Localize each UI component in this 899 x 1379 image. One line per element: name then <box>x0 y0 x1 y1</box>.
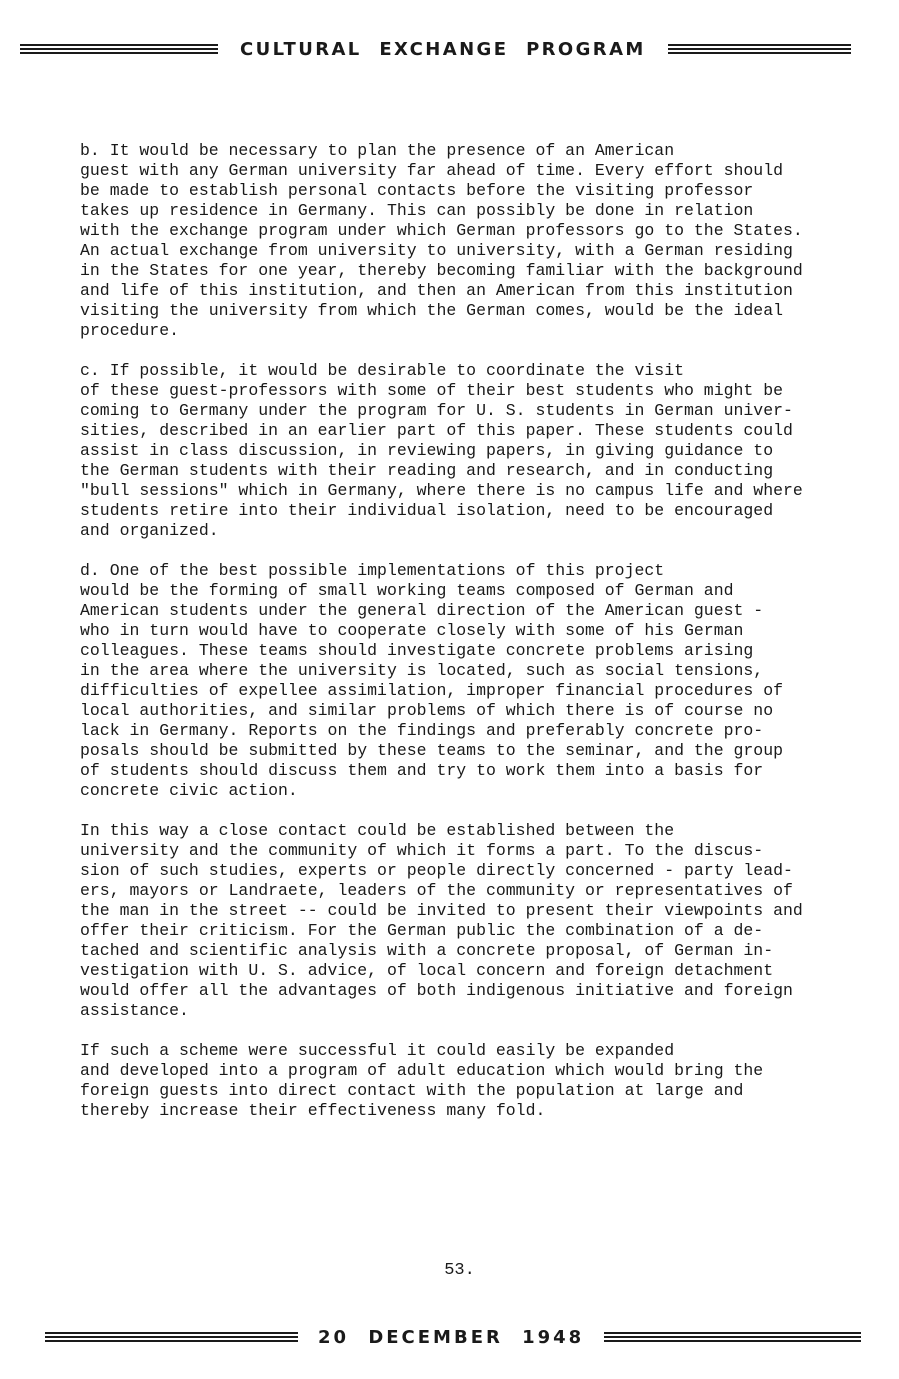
paragraph-close-contact: In this way a close contact could be established between the university and the community of which it forms a part. To the discus- sion of such studies, experts or people directly concerned - party lead- ers, mayors or Landraete, leaders of the community or representatives of the man in the street -- could be invited to present their viewpoints and offer their criticism. For the German public the combination of a de- tached and scientific analysis with a concrete proposal, of German in- vestigation with U. S. advice, of local concern and foreign detachment would offer all the advantages of both indigenous initiative and foreign assistance. <box>80 821 803 1020</box>
header-rule-right <box>668 44 851 54</box>
page-header <box>0 34 899 64</box>
paragraph-b: b. It would be necessary to plan the presence of an American guest with any German university far ahead of time. Every effort should be made to establish personal contacts before the visiting professor takes up residence in Germany. This can possibly be done in relation with the exchange program under which German professors go to the States. An actual exchange from university to university, with a German residing in the States for one year, thereby becoming familiar with the background and life of this institution, and then an American from this institution visiting the university from which the German comes, would be the ideal procedure. <box>80 141 803 340</box>
page-footer <box>0 1322 899 1352</box>
header-rule-left <box>20 44 218 54</box>
paragraph-expansion: If such a scheme were successful it could easily be expanded and developed into a program of adult education which would bring the foreign guests into direct contact with the population at large and thereby increase their effectiveness many fold. <box>80 1041 764 1120</box>
footer-rule-left <box>45 1332 298 1342</box>
paragraph-c: c. If possible, it would be desirable to coordinate the visit of these guest-professors with some of their best students who might be coming to Germany under the program for U. S. students in German univer- sities, described in an earlier part of this paper. These students could assist in class discussion, in reviewing papers, in giving guidance to the German students with their reading and research, and in conducting "bull sessions" which in Germany, where there is no campus life and where students retire into their individual isolation, need to be encouraged and organized. <box>80 361 803 540</box>
footer-date: 20 DECEMBER 1948 <box>318 1326 585 1348</box>
footer-rule-right <box>604 1332 861 1342</box>
paragraph-d: d. One of the best possible implementations of this project would be the forming of small working teams composed of German and American students under the general direction of the American guest - who in turn would have to cooperate closely with some of his German colleagues. These teams should investigate concrete problems arising in the area where the university is located, such as social tensions, difficulties of expellee assimilation, improper financial procedures of local authorities, and similar problems of which there is of course no lack in Germany. Reports on the findings and preferably concrete pro- posals should be submitted by these teams to the seminar, and the group of students should discuss them and try to work them into a basis for concrete civic action. <box>80 561 784 800</box>
page-number: 53. <box>444 1261 475 1280</box>
document-body <box>80 141 820 1141</box>
header-title: CULTURAL EXCHANGE PROGRAM <box>240 38 646 60</box>
